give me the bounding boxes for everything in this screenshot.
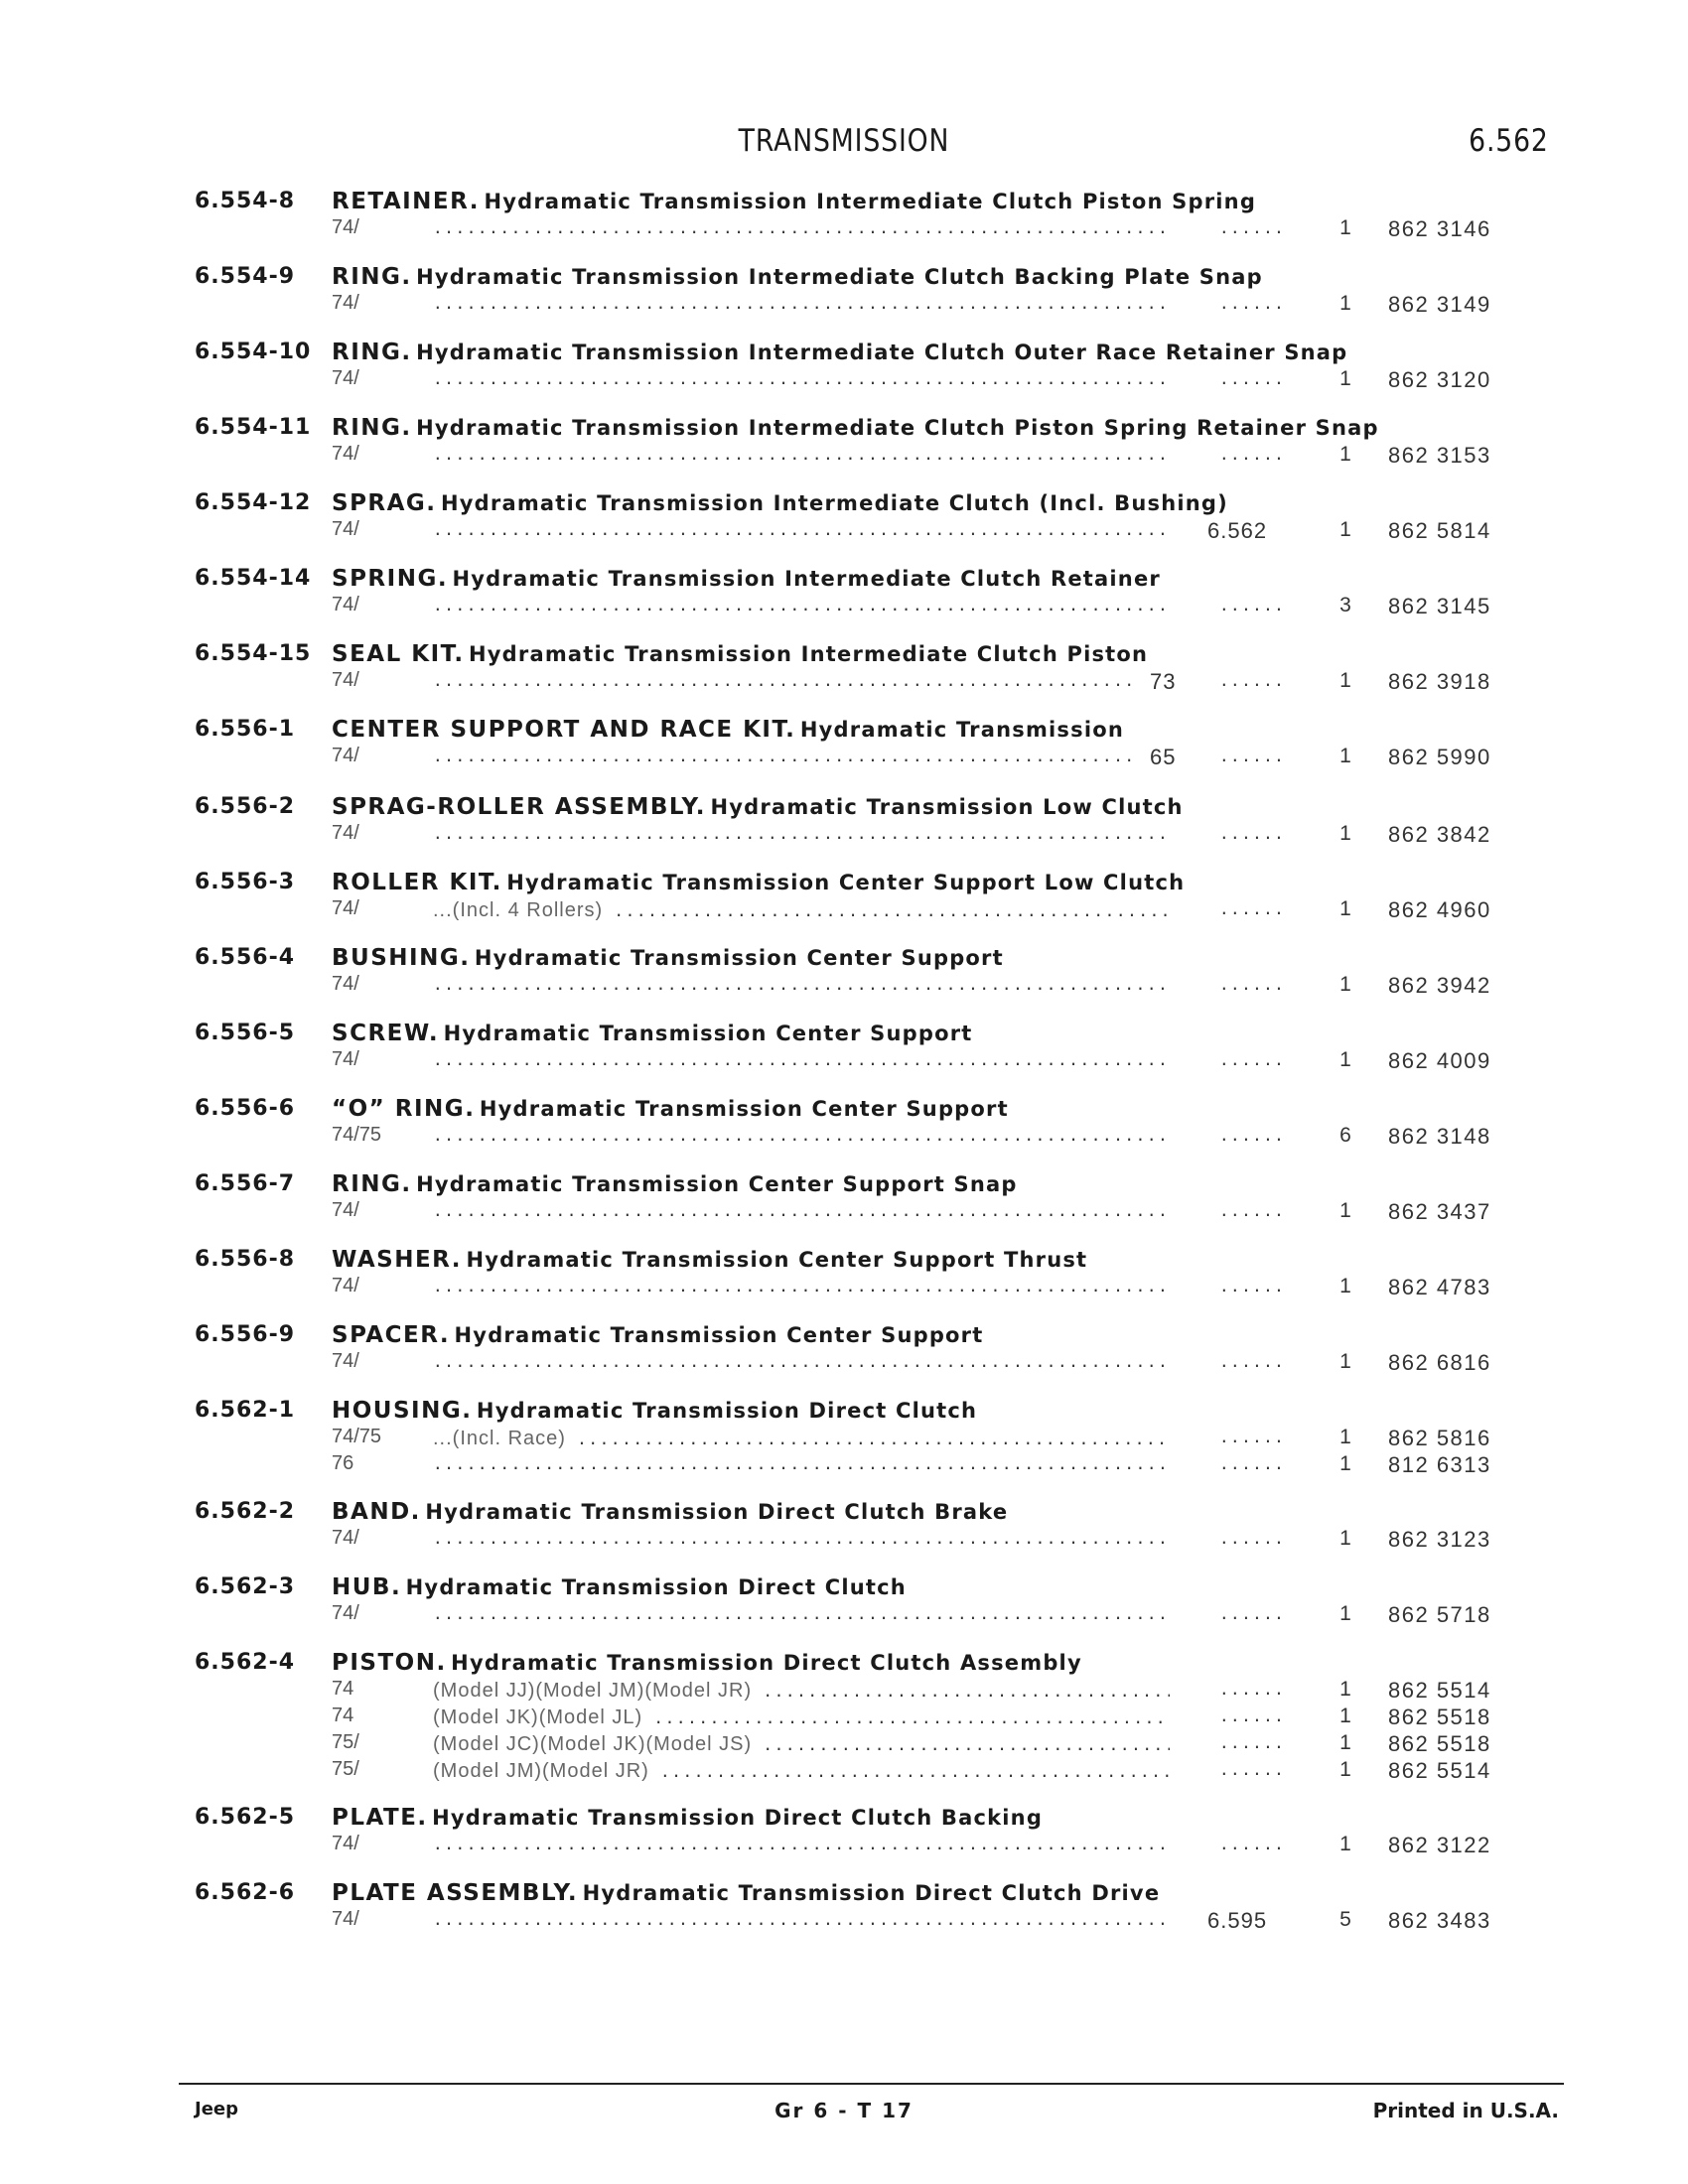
cross-reference-leader: ...... bbox=[1219, 899, 1286, 918]
model-year: 74/ bbox=[332, 518, 359, 540]
part-name: PLATE. bbox=[332, 1805, 428, 1831]
part-title bbox=[332, 1171, 1018, 1197]
cross-reference-leader: ...... bbox=[1219, 369, 1286, 388]
reference-number: 6.554-10 bbox=[195, 340, 312, 364]
leader-dots bbox=[433, 218, 1170, 242]
reference-number: 6.554-8 bbox=[195, 189, 296, 213]
section-title: TRANSMISSION bbox=[738, 123, 950, 159]
application-line bbox=[0, 1275, 1688, 1300]
quantity: 6 bbox=[1339, 1124, 1351, 1147]
leader-dots bbox=[433, 1352, 1170, 1376]
part-title bbox=[332, 1805, 1043, 1831]
part-number: 812 6313 bbox=[1388, 1452, 1491, 1477]
part-name: RETAINER. bbox=[332, 189, 481, 214]
quantity: 1 bbox=[1339, 1275, 1351, 1297]
reference-number: 6.556-2 bbox=[195, 794, 296, 819]
cross-reference-leader: ...... bbox=[1219, 1835, 1286, 1853]
part-number: 862 3120 bbox=[1388, 367, 1491, 392]
cross-reference-leader: ...... bbox=[1219, 1126, 1286, 1145]
cross-reference-leader: ...... bbox=[1219, 294, 1286, 313]
part-title bbox=[332, 641, 1148, 667]
part-title bbox=[332, 1574, 907, 1600]
leader-dots bbox=[433, 1706, 1170, 1730]
cross-reference-leader: ...... bbox=[1219, 1529, 1286, 1548]
part-number: 862 5814 bbox=[1388, 518, 1491, 543]
part-title bbox=[332, 264, 1263, 290]
leader-dots bbox=[433, 975, 1170, 999]
part-description: Hydramatic Transmission Intermediate Clutch Piston bbox=[469, 642, 1149, 666]
part-name: PISTON. bbox=[332, 1650, 447, 1676]
part-description: Hydramatic Transmission Center Support bbox=[479, 1097, 1009, 1121]
cross-reference-leader: ...... bbox=[1219, 824, 1286, 843]
part-title bbox=[332, 1499, 1008, 1525]
part-description: Hydramatic Transmission Low Clutch bbox=[710, 795, 1184, 819]
part-description: Hydramatic Transmission Center Support Low Clutch bbox=[506, 871, 1186, 894]
part-name: SCREW. bbox=[332, 1021, 440, 1046]
model-year: 75/ bbox=[332, 1731, 359, 1753]
leader-dots bbox=[433, 1760, 1170, 1784]
leader-dots bbox=[433, 1604, 1170, 1628]
model-year: 74/ bbox=[332, 1833, 359, 1854]
cross-reference-leader: ...... bbox=[1219, 1733, 1286, 1752]
reference-number: 6.556-3 bbox=[195, 870, 296, 894]
part-number: 862 3146 bbox=[1388, 216, 1491, 241]
cross-reference-leader: ...... bbox=[1219, 1604, 1286, 1623]
reference-number: 6.556-8 bbox=[195, 1247, 296, 1272]
cross-reference-leader: ...... bbox=[1219, 975, 1286, 994]
quantity: 1 bbox=[1339, 1678, 1351, 1701]
application-line bbox=[0, 1199, 1688, 1225]
cross-reference-leader: ...... bbox=[1219, 1428, 1286, 1446]
part-number: 862 3437 bbox=[1388, 1199, 1491, 1224]
model-year: 74/ bbox=[332, 1350, 359, 1372]
part-name: BUSHING. bbox=[332, 945, 471, 971]
part-description: Hydramatic Transmission Direct Clutch bbox=[405, 1575, 907, 1599]
leader-dots bbox=[433, 520, 1170, 544]
quantity: 1 bbox=[1339, 1426, 1351, 1448]
part-description: Hydramatic Transmission Direct Clutch Backing bbox=[432, 1806, 1044, 1830]
model-year: 76 bbox=[332, 1452, 354, 1474]
part-description: Hydramatic Transmission Center Support bbox=[454, 1323, 984, 1347]
leader-dots bbox=[433, 445, 1170, 469]
cross-reference-leader: ...... bbox=[1219, 445, 1286, 464]
part-title bbox=[332, 1398, 977, 1424]
part-number: 862 3483 bbox=[1388, 1908, 1491, 1933]
leader-dots bbox=[433, 1454, 1170, 1478]
model-year: 74/ bbox=[332, 1199, 359, 1221]
model-year: 74/ bbox=[332, 594, 359, 615]
leader-dots bbox=[433, 671, 1138, 695]
leader-dots bbox=[433, 294, 1170, 318]
quantity: 1 bbox=[1339, 1527, 1351, 1550]
part-title bbox=[332, 870, 1185, 895]
quantity: 1 bbox=[1339, 1758, 1351, 1781]
model-year: 74/ bbox=[332, 1048, 359, 1070]
reference-number: 6.554-14 bbox=[195, 566, 312, 591]
part-description: Hydramatic Transmission Center Support Thrust bbox=[466, 1248, 1088, 1272]
part-description: Hydramatic Transmission Center Support Snap bbox=[416, 1172, 1018, 1196]
application-line bbox=[0, 669, 1688, 695]
application-line bbox=[0, 518, 1688, 544]
cross-reference-leader: ...... bbox=[1219, 1454, 1286, 1473]
application-line bbox=[0, 1426, 1688, 1451]
application-line bbox=[0, 822, 1688, 848]
part-number: 862 3153 bbox=[1388, 443, 1491, 468]
model-year: 74 bbox=[332, 1705, 354, 1726]
part-description: Hydramatic Transmission Intermediate Clutch Retainer bbox=[452, 567, 1161, 591]
cross-reference-leader: ...... bbox=[1219, 1050, 1286, 1069]
application-line bbox=[0, 367, 1688, 393]
part-number: 862 6816 bbox=[1388, 1350, 1491, 1375]
part-description: Hydramatic Transmission Intermediate Clutch Piston Spring Retainer Snap bbox=[416, 416, 1379, 440]
part-number: 862 5718 bbox=[1388, 1602, 1491, 1627]
quantity: 1 bbox=[1339, 1833, 1351, 1855]
leader-dots bbox=[433, 369, 1170, 393]
page-number: 6.562 bbox=[1469, 123, 1549, 159]
part-title bbox=[332, 415, 1379, 441]
application-note: (Model JJ)(Model JM)(Model JR) bbox=[433, 1680, 753, 1702]
part-number: 862 5518 bbox=[1388, 1705, 1491, 1729]
part-description: Hydramatic Transmission Intermediate Clutch Backing Plate Snap bbox=[416, 265, 1263, 289]
part-name: SEAL KIT. bbox=[332, 641, 465, 667]
reference-number: 6.554-15 bbox=[195, 641, 312, 666]
part-number: 862 3918 bbox=[1388, 669, 1491, 694]
part-name: “O” RING. bbox=[332, 1096, 476, 1122]
reference-number: 6.562-1 bbox=[195, 1398, 296, 1423]
footer-printed: Printed in U.S.A. bbox=[1372, 2099, 1559, 2122]
application-line bbox=[0, 594, 1688, 619]
cross-reference-leader: ...... bbox=[1219, 1706, 1286, 1725]
part-name: SPRING. bbox=[332, 566, 449, 592]
model-year: 74/ bbox=[332, 367, 359, 389]
quantity: 1 bbox=[1339, 1452, 1351, 1475]
quantity: 1 bbox=[1339, 216, 1351, 239]
cross-reference-leader: ...... bbox=[1219, 747, 1286, 765]
model-year: 74/ bbox=[332, 822, 359, 844]
part-title bbox=[332, 490, 1228, 516]
quantity: 1 bbox=[1339, 292, 1351, 315]
part-description: Hydramatic Transmission Center Support bbox=[474, 946, 1004, 970]
part-name: BAND. bbox=[332, 1499, 421, 1525]
reference-number: 6.554-12 bbox=[195, 490, 312, 515]
part-title bbox=[332, 794, 1184, 820]
cross-reference: 6.595 bbox=[1207, 1908, 1268, 1933]
part-title bbox=[332, 1880, 1160, 1906]
model-year: 74/ bbox=[332, 1527, 359, 1549]
part-title bbox=[332, 945, 1004, 971]
illustration-ref: 73 bbox=[1150, 669, 1177, 694]
leader-dots bbox=[433, 1835, 1170, 1858]
model-year: 74/75 bbox=[332, 1124, 382, 1146]
reference-number: 6.562-4 bbox=[195, 1650, 296, 1675]
application-line bbox=[0, 1124, 1688, 1150]
illustration-ref: 65 bbox=[1150, 745, 1177, 769]
reference-number: 6.556-7 bbox=[195, 1171, 296, 1196]
cross-reference: 6.562 bbox=[1207, 518, 1268, 543]
part-number: 862 4783 bbox=[1388, 1275, 1491, 1299]
part-number: 862 3842 bbox=[1388, 822, 1491, 847]
quantity: 1 bbox=[1339, 1602, 1351, 1625]
leader-dots bbox=[433, 1680, 1170, 1704]
quantity: 1 bbox=[1339, 518, 1351, 541]
application-line bbox=[0, 1527, 1688, 1553]
quantity: 1 bbox=[1339, 1705, 1351, 1727]
quantity: 1 bbox=[1339, 822, 1351, 845]
application-line bbox=[0, 1452, 1688, 1478]
leader-dots bbox=[433, 899, 1170, 923]
part-name: WASHER. bbox=[332, 1247, 463, 1273]
reference-number: 6.556-9 bbox=[195, 1322, 296, 1347]
cross-reference-leader: ...... bbox=[1219, 1352, 1286, 1371]
part-name: HUB. bbox=[332, 1574, 402, 1600]
leader-dots bbox=[433, 1201, 1170, 1225]
model-year: 74/ bbox=[332, 443, 359, 465]
model-year: 74 bbox=[332, 1678, 354, 1700]
part-name: RING. bbox=[332, 1171, 412, 1197]
leader-dots bbox=[433, 1529, 1170, 1553]
leader-dots bbox=[433, 1910, 1170, 1934]
model-year: 74/ bbox=[332, 216, 359, 238]
quantity: 1 bbox=[1339, 1350, 1351, 1373]
part-name: HOUSING. bbox=[332, 1398, 473, 1424]
cross-reference-leader: ...... bbox=[1219, 1680, 1286, 1699]
application-note: (Model JM)(Model JR) bbox=[433, 1760, 649, 1782]
application-line bbox=[0, 1350, 1688, 1376]
cross-reference-leader: ...... bbox=[1219, 671, 1286, 690]
cross-reference-leader: ...... bbox=[1219, 1277, 1286, 1296]
model-year: 74/ bbox=[332, 973, 359, 995]
model-year: 74/ bbox=[332, 1602, 359, 1624]
application-line bbox=[0, 1833, 1688, 1858]
cross-reference-leader: ...... bbox=[1219, 596, 1286, 614]
part-number: 862 3149 bbox=[1388, 292, 1491, 317]
application-line bbox=[0, 1731, 1688, 1757]
model-year: 74/ bbox=[332, 669, 359, 691]
part-number: 862 5990 bbox=[1388, 745, 1491, 769]
quantity: 1 bbox=[1339, 367, 1351, 390]
part-description: Hydramatic Transmission Direct Clutch bbox=[476, 1399, 978, 1423]
cross-reference-leader: ...... bbox=[1219, 218, 1286, 237]
part-description: Hydramatic Transmission Intermediate Clutch Outer Race Retainer Snap bbox=[416, 341, 1348, 364]
part-name: SPRAG-ROLLER ASSEMBLY. bbox=[332, 794, 707, 820]
part-title bbox=[332, 717, 1124, 743]
quantity: 1 bbox=[1339, 1199, 1351, 1222]
application-note: (Model JK)(Model JL) bbox=[433, 1706, 643, 1728]
part-title bbox=[332, 340, 1347, 365]
part-number: 862 3148 bbox=[1388, 1124, 1491, 1149]
model-year: 74/75 bbox=[332, 1426, 382, 1447]
application-line bbox=[0, 1048, 1688, 1074]
quantity: 1 bbox=[1339, 669, 1351, 692]
application-line bbox=[0, 745, 1688, 770]
part-number: 862 4009 bbox=[1388, 1048, 1491, 1073]
part-name: PLATE ASSEMBLY. bbox=[332, 1880, 579, 1906]
quantity: 1 bbox=[1339, 745, 1351, 767]
part-name: CENTER SUPPORT AND RACE KIT. bbox=[332, 717, 796, 743]
part-name: RING. bbox=[332, 415, 412, 441]
model-year: 74/ bbox=[332, 292, 359, 314]
model-year: 75/ bbox=[332, 1758, 359, 1780]
reference-number: 6.562-2 bbox=[195, 1499, 296, 1524]
cross-reference-leader: ...... bbox=[1219, 1760, 1286, 1779]
leader-dots bbox=[433, 747, 1138, 770]
leader-dots bbox=[433, 596, 1170, 619]
part-title bbox=[332, 1096, 1009, 1122]
part-number: 862 3942 bbox=[1388, 973, 1491, 998]
part-description: Hydramatic Transmission Direct Clutch Brake bbox=[425, 1500, 1009, 1524]
part-number: 862 5518 bbox=[1388, 1731, 1491, 1756]
reference-number: 6.562-5 bbox=[195, 1805, 296, 1830]
application-note: ...(Incl. 4 Rollers) bbox=[433, 899, 604, 921]
reference-number: 6.556-4 bbox=[195, 945, 296, 970]
part-title bbox=[332, 1322, 983, 1348]
quantity: 1 bbox=[1339, 973, 1351, 996]
part-number: 862 5514 bbox=[1388, 1758, 1491, 1783]
part-description: Hydramatic Transmission Direct Clutch Assembly bbox=[451, 1651, 1082, 1675]
model-year: 74/ bbox=[332, 1908, 359, 1930]
part-title bbox=[332, 189, 1256, 214]
leader-dots bbox=[433, 1126, 1170, 1150]
part-title bbox=[332, 1650, 1082, 1676]
model-year: 74/ bbox=[332, 897, 359, 919]
quantity: 3 bbox=[1339, 594, 1351, 616]
part-number: 862 3145 bbox=[1388, 594, 1491, 618]
part-number: 862 5816 bbox=[1388, 1426, 1491, 1450]
part-title bbox=[332, 1247, 1087, 1273]
reference-number: 6.554-9 bbox=[195, 264, 296, 289]
part-name: ROLLER KIT. bbox=[332, 870, 502, 895]
quantity: 1 bbox=[1339, 443, 1351, 466]
footer-brand: Jeep bbox=[195, 2099, 238, 2119]
application-note: (Model JC)(Model JK)(Model JS) bbox=[433, 1733, 753, 1755]
application-line bbox=[0, 1705, 1688, 1730]
part-description: Hydramatic Transmission Intermediate Clutch Piston Spring bbox=[484, 190, 1257, 213]
footer-divider bbox=[179, 2083, 1564, 2085]
part-title bbox=[332, 1021, 973, 1046]
application-line bbox=[0, 1908, 1688, 1934]
cross-reference-leader: ...... bbox=[1219, 1201, 1286, 1220]
quantity: 1 bbox=[1339, 1048, 1351, 1071]
application-line bbox=[0, 292, 1688, 318]
application-line bbox=[0, 1758, 1688, 1784]
part-description: Hydramatic Transmission Intermediate Clutch (Incl. Bushing) bbox=[441, 491, 1228, 515]
part-number: 862 3122 bbox=[1388, 1833, 1491, 1857]
part-number: 862 5514 bbox=[1388, 1678, 1491, 1703]
part-description: Hydramatic Transmission bbox=[799, 718, 1124, 742]
application-line bbox=[0, 973, 1688, 999]
part-name: SPRAG. bbox=[332, 490, 437, 516]
model-year: 74/ bbox=[332, 745, 359, 766]
application-line bbox=[0, 443, 1688, 469]
leader-dots bbox=[433, 1733, 1170, 1757]
reference-number: 6.562-3 bbox=[195, 1574, 296, 1599]
leader-dots bbox=[433, 1050, 1170, 1074]
reference-number: 6.556-6 bbox=[195, 1096, 296, 1121]
model-year: 74/ bbox=[332, 1275, 359, 1297]
quantity: 5 bbox=[1339, 1908, 1351, 1931]
application-line bbox=[0, 1678, 1688, 1704]
part-name: SPACER. bbox=[332, 1322, 451, 1348]
part-number: 862 4960 bbox=[1388, 897, 1491, 922]
reference-number: 6.556-1 bbox=[195, 717, 296, 742]
application-line bbox=[0, 1602, 1688, 1628]
application-line bbox=[0, 216, 1688, 242]
reference-number: 6.554-11 bbox=[195, 415, 312, 440]
leader-dots bbox=[433, 824, 1170, 848]
reference-number: 6.556-5 bbox=[195, 1021, 296, 1045]
reference-number: 6.562-6 bbox=[195, 1880, 296, 1905]
part-description: Hydramatic Transmission Direct Clutch Drive bbox=[582, 1881, 1161, 1905]
quantity: 1 bbox=[1339, 1731, 1351, 1754]
part-number: 862 3123 bbox=[1388, 1527, 1491, 1552]
application-line bbox=[0, 897, 1688, 923]
quantity: 1 bbox=[1339, 897, 1351, 920]
part-title bbox=[332, 566, 1161, 592]
application-note: ...(Incl. Race) bbox=[433, 1428, 566, 1449]
footer-group-ref: Gr 6 - T 17 bbox=[774, 2099, 914, 2122]
part-description: Hydramatic Transmission Center Support bbox=[443, 1022, 973, 1045]
leader-dots bbox=[433, 1277, 1170, 1300]
leader-dots bbox=[433, 1428, 1170, 1451]
part-name: RING. bbox=[332, 264, 412, 290]
part-name: RING. bbox=[332, 340, 412, 365]
